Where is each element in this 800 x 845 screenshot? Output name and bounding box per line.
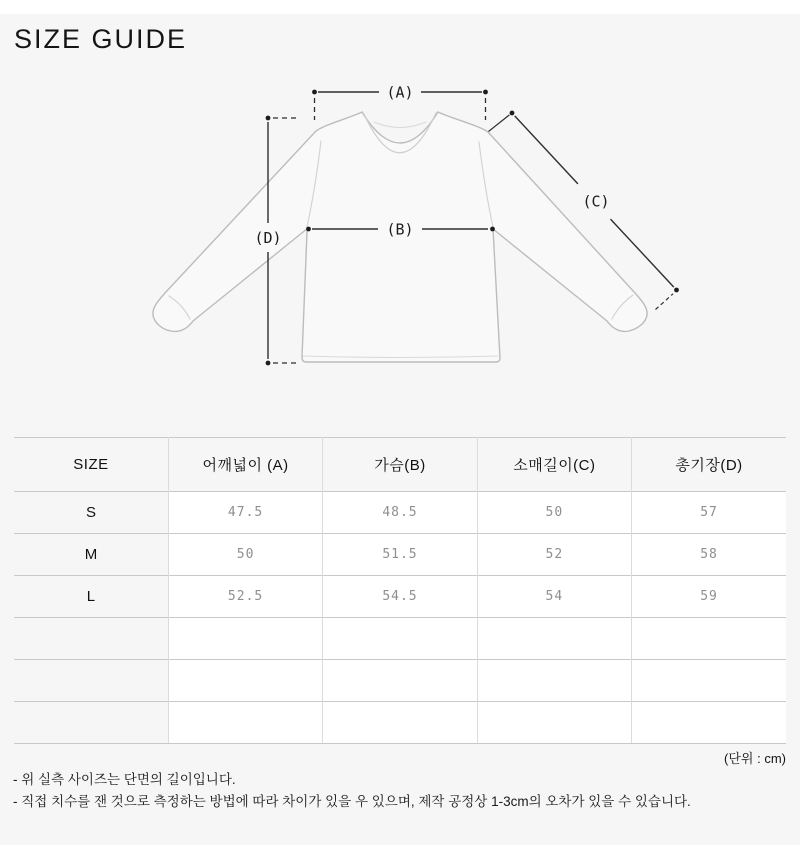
- measure-dot: [266, 361, 271, 366]
- value-cell: [168, 618, 322, 660]
- footnote-line-1: - 위 실측 사이즈는 단면의 길이입니다.: [13, 772, 236, 787]
- value-cell: [477, 660, 631, 702]
- label-shoulder-a: (A): [386, 83, 414, 102]
- value-cell: 51.5: [323, 534, 477, 576]
- table-row: [14, 576, 786, 618]
- column-header-4: 총기장(D): [632, 438, 786, 492]
- column-header-3: 소매길이(C): [477, 438, 631, 492]
- size-cell: [14, 702, 168, 744]
- size-table: [14, 437, 786, 744]
- measure-dot: [266, 116, 271, 121]
- value-cell: 48.5: [323, 492, 477, 534]
- value-cell: 57: [632, 492, 786, 534]
- size-table-header: [14, 438, 786, 492]
- measure-dot: [490, 227, 495, 232]
- value-cell: [477, 702, 631, 744]
- value-cell: [632, 660, 786, 702]
- measure-dot: [510, 111, 515, 116]
- table-row: [14, 618, 786, 660]
- header-row: [14, 438, 786, 492]
- size-cell: M: [14, 534, 168, 576]
- value-cell: [168, 660, 322, 702]
- footnotes: [13, 769, 691, 813]
- value-cell: 54.5: [323, 576, 477, 618]
- column-header-2: 가슴(B): [323, 438, 477, 492]
- label-chest-b: (B): [386, 220, 414, 239]
- collar-back-line: [374, 122, 426, 128]
- value-cell: 58: [632, 534, 786, 576]
- measure-dot: [483, 90, 488, 95]
- top-white-strip: [0, 0, 800, 14]
- value-cell: [632, 618, 786, 660]
- table-row: [14, 702, 786, 744]
- table-row: [14, 492, 786, 534]
- value-cell: [477, 618, 631, 660]
- value-cell: [323, 618, 477, 660]
- garment-diagram: [0, 70, 800, 390]
- size-cell: S: [14, 492, 168, 534]
- value-cell: 59: [632, 576, 786, 618]
- size-table-body: [14, 492, 786, 744]
- size-cell: [14, 618, 168, 660]
- label-sleeve-c: (C): [582, 192, 610, 211]
- table-row: [14, 534, 786, 576]
- column-header-0: SIZE: [14, 438, 168, 492]
- value-cell: 52: [477, 534, 631, 576]
- page-title: SIZE GUIDE: [14, 24, 188, 54]
- measure-dot: [674, 288, 679, 293]
- size-cell: [14, 660, 168, 702]
- measure-dot: [312, 90, 317, 95]
- value-cell: 47.5: [168, 492, 322, 534]
- value-cell: 54: [477, 576, 631, 618]
- label-length-d: (D): [254, 229, 282, 247]
- value-cell: [323, 702, 477, 744]
- value-cell: 50: [477, 492, 631, 534]
- column-header-1: 어깨넓이 (A): [168, 438, 322, 492]
- size-cell: L: [14, 576, 168, 618]
- table-row: [14, 660, 786, 702]
- footnote-line-2: - 직접 치수를 잰 것으로 측정하는 방법에 따라 차이가 있을 우 있으며, 제작 공정상 1-3cm의 오차가 있을 수 있습니다.: [13, 794, 691, 809]
- measure-dot: [306, 227, 311, 232]
- value-cell: 50: [168, 534, 322, 576]
- value-cell: [323, 660, 477, 702]
- value-cell: 52.5: [168, 576, 322, 618]
- value-cell: [168, 702, 322, 744]
- value-cell: [632, 702, 786, 744]
- unit-note: (단위 : cm): [724, 751, 786, 766]
